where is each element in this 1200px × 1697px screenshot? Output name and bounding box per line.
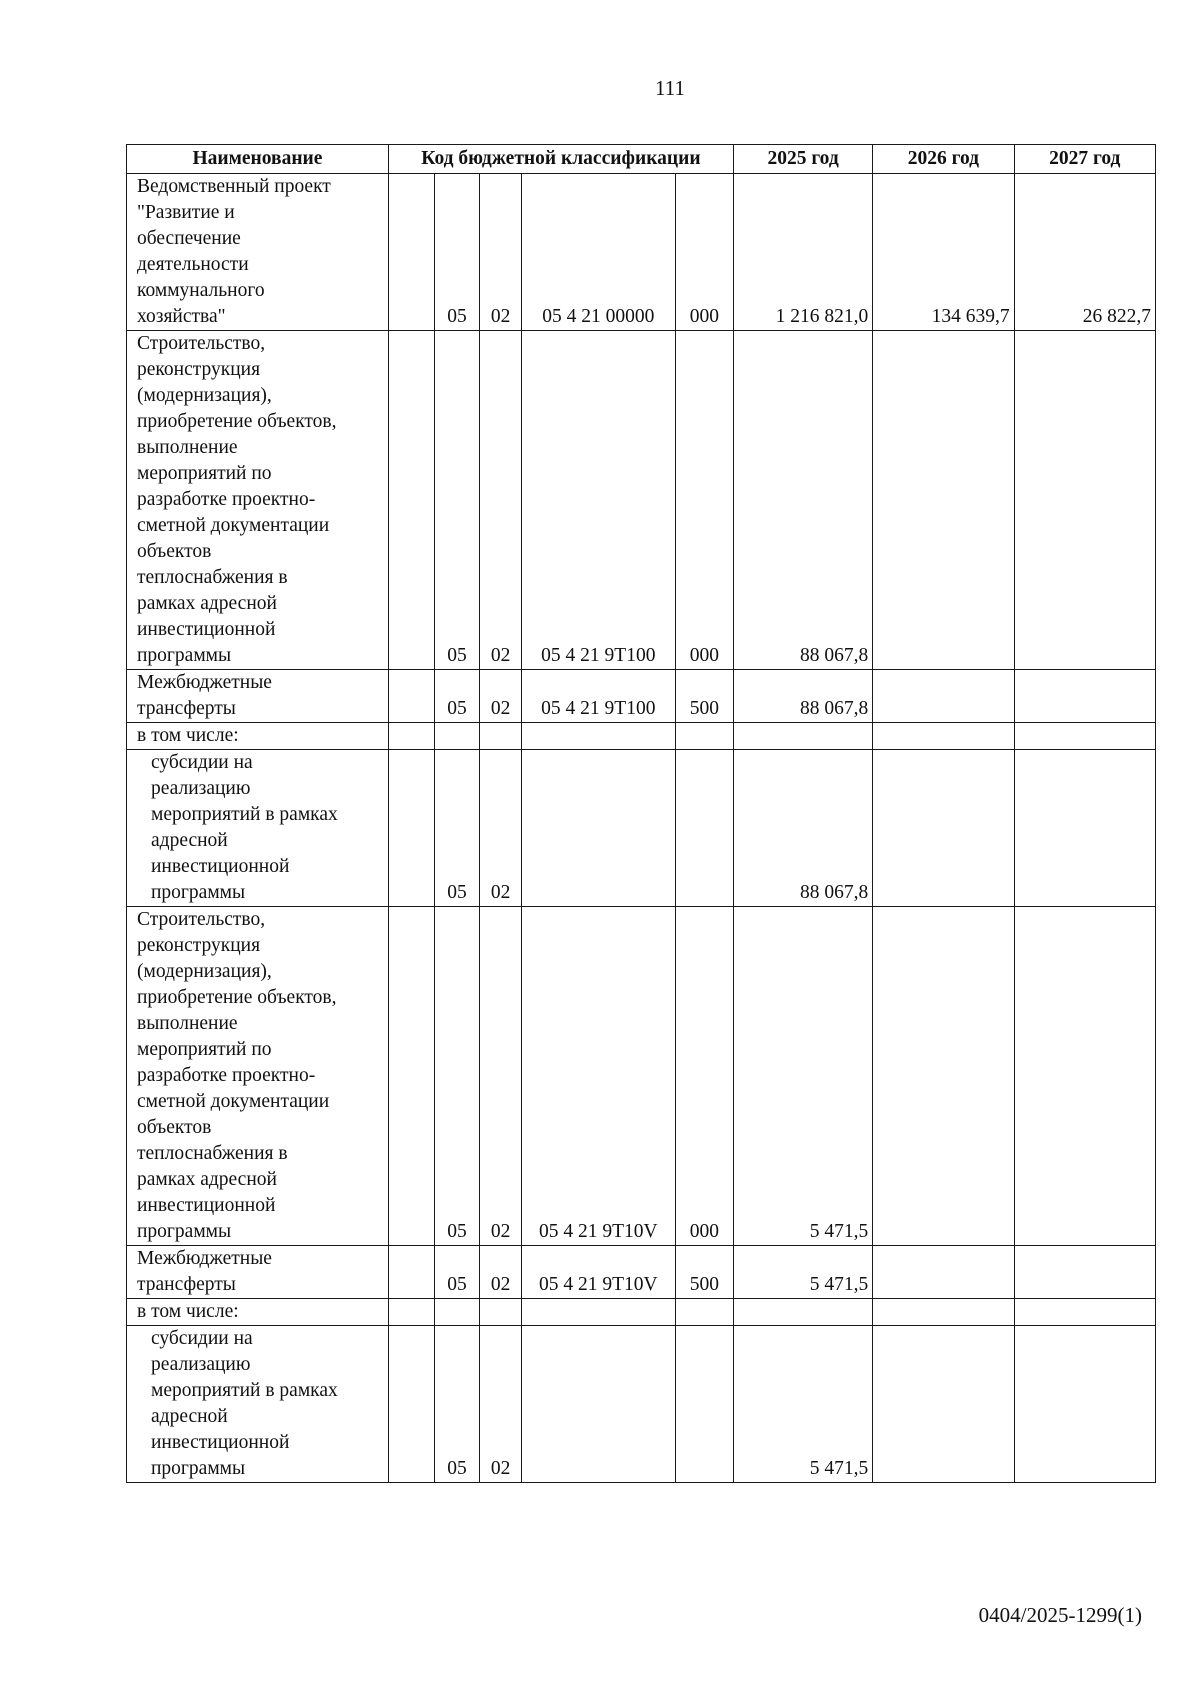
row-name: в том числе:: [127, 1299, 389, 1326]
expense-type-code: 000: [675, 174, 733, 331]
blank-cell: [388, 670, 434, 723]
article-code: [521, 1299, 675, 1326]
article-code: 05 4 21 9Т100: [521, 670, 675, 723]
section-code: 05: [434, 174, 480, 331]
section-code: 05: [434, 1326, 480, 1483]
table-row: [127, 1326, 1156, 1483]
subsection-code: 02: [480, 331, 522, 670]
value-2026: [873, 750, 1014, 907]
value-2025: 5 471,5: [733, 1246, 872, 1299]
value-2027: [1014, 331, 1155, 670]
expense-type-code: 500: [675, 670, 733, 723]
section-code: 05: [434, 1246, 480, 1299]
table-row: [127, 1246, 1156, 1299]
table-row: [127, 331, 1156, 670]
section-code: 05: [434, 331, 480, 670]
value-2027: [1014, 750, 1155, 907]
table-row: [127, 174, 1156, 331]
value-2027: [1014, 1326, 1155, 1483]
page-number: 111: [655, 76, 685, 100]
row-name: Межбюджетные трансферты: [127, 1246, 389, 1299]
expense-type-code: [675, 723, 733, 750]
value-2027: [1014, 907, 1155, 1246]
expense-type-code: 000: [675, 907, 733, 1246]
blank-cell: [388, 723, 434, 750]
table-row: [127, 1299, 1156, 1326]
value-2026: [873, 723, 1014, 750]
expense-type-code: 000: [675, 331, 733, 670]
row-name: в том числе:: [127, 723, 389, 750]
value-2025: 5 471,5: [733, 1326, 872, 1483]
subsection-code: [480, 1299, 522, 1326]
subsection-code: [480, 723, 522, 750]
subsection-code: 02: [480, 907, 522, 1246]
blank-cell: [388, 1326, 434, 1483]
value-2026: [873, 670, 1014, 723]
header-code: Код бюджетной классификации: [388, 145, 733, 174]
section-code: 05: [434, 750, 480, 907]
article-code: 05 4 21 00000: [521, 174, 675, 331]
table-header-row: [127, 145, 1156, 174]
value-2025: 1 216 821,0: [733, 174, 872, 331]
row-name: Ведомственный проект "Развитие и обеспечение деятельности коммунального хозяйства": [127, 174, 389, 331]
article-code: [521, 723, 675, 750]
blank-cell: [388, 907, 434, 1246]
blank-cell: [388, 1246, 434, 1299]
expense-type-code: [675, 1326, 733, 1483]
expense-type-code: 500: [675, 1246, 733, 1299]
value-2027: [1014, 1299, 1155, 1326]
value-2027: [1014, 1246, 1155, 1299]
article-code: 05 4 21 9Т10V: [521, 907, 675, 1246]
article-code: [521, 750, 675, 907]
article-code: 05 4 21 9Т100: [521, 331, 675, 670]
table-row: [127, 723, 1156, 750]
value-2027: [1014, 670, 1155, 723]
document-number: 0404/2025-1299(1): [978, 1603, 1142, 1627]
header-name: Наименование: [127, 145, 389, 174]
value-2026: [873, 1299, 1014, 1326]
section-code: 05: [434, 907, 480, 1246]
table-row: [127, 670, 1156, 723]
value-2027: 26 822,7: [1014, 174, 1155, 331]
value-2027: [1014, 723, 1155, 750]
header-2026: 2026 год: [873, 145, 1014, 174]
row-name: Строительство, реконструкция (модернизация), приобретение объектов, выполнение мероприятий по разработке проектно- сметной документации объектов теплоснабжения в рамках адресной инвестиционной программы: [127, 907, 389, 1246]
value-2025: [733, 723, 872, 750]
value-2026: [873, 1326, 1014, 1483]
blank-cell: [388, 1299, 434, 1326]
blank-cell: [388, 750, 434, 907]
value-2025: 88 067,8: [733, 331, 872, 670]
budget-table: [126, 144, 1156, 1483]
table-row: [127, 907, 1156, 1246]
expense-type-code: [675, 750, 733, 907]
section-code: 05: [434, 670, 480, 723]
header-2027: 2027 год: [1014, 145, 1155, 174]
table-row: [127, 750, 1156, 907]
value-2026: [873, 331, 1014, 670]
article-code: 05 4 21 9Т10V: [521, 1246, 675, 1299]
row-name: Строительство, реконструкция (модернизация), приобретение объектов, выполнение мероприятий по разработке проектно- сметной документации объектов теплоснабжения в рамках адресной инвестиционной программы: [127, 331, 389, 670]
value-2025: [733, 1299, 872, 1326]
value-2025: 5 471,5: [733, 907, 872, 1246]
section-code: [434, 723, 480, 750]
blank-cell: [388, 331, 434, 670]
value-2025: 88 067,8: [733, 750, 872, 907]
subsection-code: 02: [480, 750, 522, 907]
value-2026: [873, 907, 1014, 1246]
subsection-code: 02: [480, 1246, 522, 1299]
value-2026: 134 639,7: [873, 174, 1014, 331]
subsection-code: 02: [480, 1326, 522, 1483]
value-2025: 88 067,8: [733, 670, 872, 723]
subsection-code: 02: [480, 670, 522, 723]
row-name: субсидии на реализацию мероприятий в рамках адресной инвестиционной программы: [127, 1326, 389, 1483]
article-code: [521, 1326, 675, 1483]
row-name: Межбюджетные трансферты: [127, 670, 389, 723]
header-2025: 2025 год: [733, 145, 872, 174]
value-2026: [873, 1246, 1014, 1299]
section-code: [434, 1299, 480, 1326]
subsection-code: 02: [480, 174, 522, 331]
expense-type-code: [675, 1299, 733, 1326]
blank-cell: [388, 174, 434, 331]
row-name: субсидии на реализацию мероприятий в рамках адресной инвестиционной программы: [127, 750, 389, 907]
